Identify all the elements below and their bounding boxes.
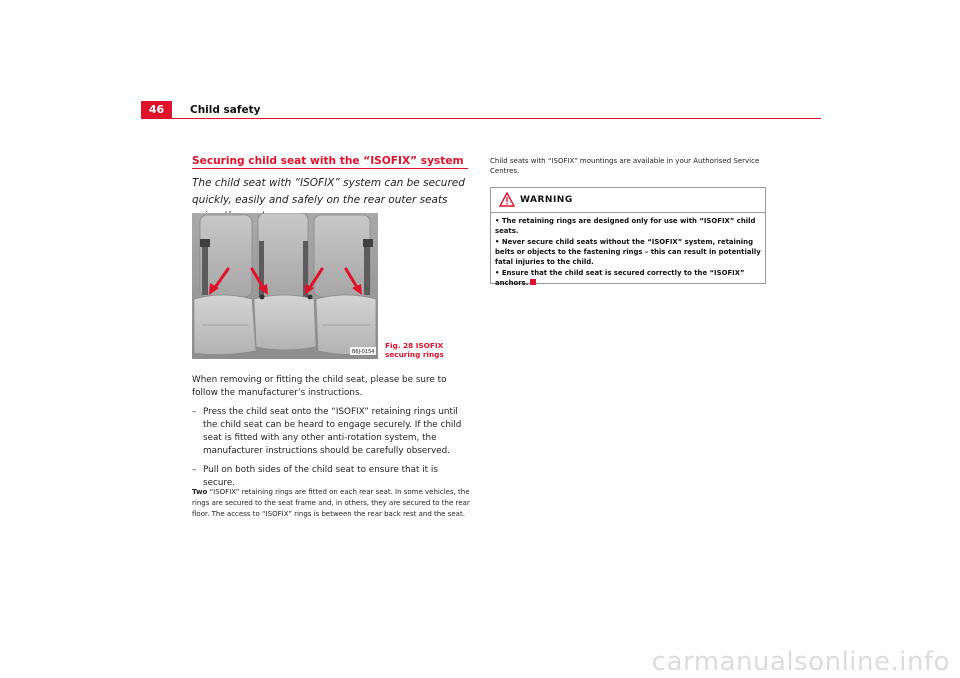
instructions — [192, 374, 472, 496]
availability-paragraph: Child seats with “ISOFIX” mountings are available in your Authorised Service Centres. — [490, 157, 760, 175]
figure-caption: Fig. 28 ISOFIX securing rings — [385, 341, 444, 359]
rear-seat-illustration — [192, 213, 378, 359]
isofix-figure — [192, 213, 378, 359]
header-divider — [141, 118, 821, 119]
note-lead: Two — [192, 488, 208, 496]
note-text: “ISOFIX” retaining rings are fitted on each rear seat. In some vehicles, the rings are secured to the seat frame and, in others, they are secured to the rear floor. The access to “ISOFIX” rings is between the rear back rest and the seat. — [192, 488, 470, 518]
warning-text: The retaining rings are designed only for use with “ISOFIX” child seats. — [495, 217, 756, 235]
warning-title: WARNING — [520, 195, 573, 205]
warning-list — [495, 216, 763, 289]
step-text: Pull on both sides of the child seat to ensure that it is secure. — [203, 465, 438, 488]
warning-box — [490, 187, 766, 287]
intro-paragraph: When removing or fitting the child seat, please be sure to follow the manufacturer’s instructions. — [192, 375, 447, 398]
note-paragraph — [192, 487, 472, 520]
warning-header — [491, 188, 765, 214]
warning-divider — [491, 212, 765, 213]
list-item: • Ensure that the child seat is secured correctly to the “ISOFIX” anchors. — [495, 269, 745, 287]
list-item: • The retaining rings are designed only for use with “ISOFIX” child seats. — [495, 217, 756, 235]
chapter-title: Child safety — [190, 104, 261, 116]
dash-marker: – — [192, 465, 197, 475]
list-item: • Never secure child seats without the “ISOFIX” system, retaining belts or objects to the fastening rings – this can result in potentially fatal injuries to the child. — [495, 238, 761, 266]
page-number: 46 — [141, 101, 172, 119]
warning-icon — [499, 192, 515, 207]
step-text: Press the child seat onto the “ISOFIX” retaining rings until the child seat can be heard to engage securely. If the child seat is fitted with any other anti-rotation system, the manufacturer instructions should be carefully observed. — [203, 407, 462, 456]
figure-code: B6J-0154 — [352, 349, 375, 355]
watermark: carmanualsonline.info — [651, 647, 950, 677]
warning-text: Ensure that the child seat is secured correctly to the “ISOFIX” anchors. — [495, 269, 745, 287]
section-intro: The child seat with “ISOFIX” system can be secured quickly, easily and safely on the rear outer seats — [192, 177, 465, 206]
list-item — [192, 406, 472, 458]
warning-text: Never secure child seats without the “ISOFIX” system, retaining belts or objects to the fastening rings – this can result in potentially fatal injuries to the child. — [495, 238, 761, 266]
section-divider — [192, 168, 468, 169]
section-title: Securing child seat with the “ISOFIX” system — [192, 155, 464, 167]
end-of-section-icon — [530, 279, 536, 285]
dash-marker: – — [192, 407, 197, 417]
